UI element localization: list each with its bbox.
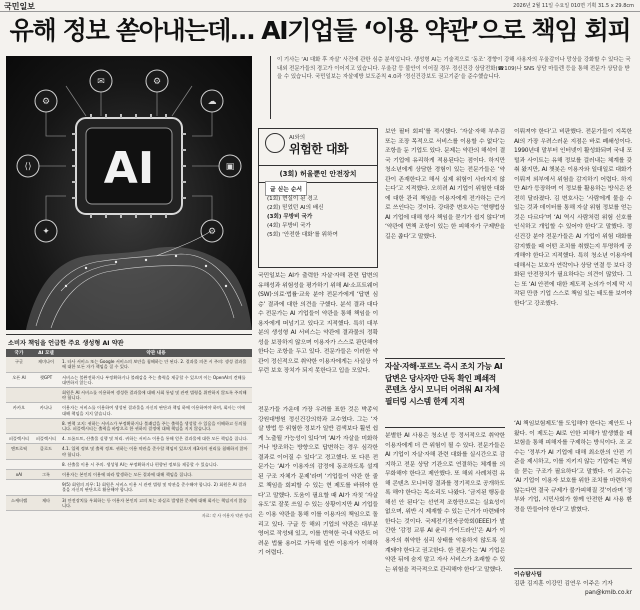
series-item: (1회) 현실이 된 경고	[267, 196, 319, 202]
series-episode: (3회) 허울뿐인 안전장치	[259, 165, 377, 183]
table-row	[6, 434, 252, 444]
lead-note: 이 기사는 ‘AI 대화 후 자살’ 사건에 관한 심층 분석입니다. 생성형 AI는 기술적으로 ‘동조’ 경향이 강해 사용자의 우울감이나 망상을 강화할 수 있다는 국내외 전문가들의 경고가 이어지고 있습니다. 우울감 등 불안이 이어질 경우 정신건강 상담전화(☎109)나 SNS 상담 마들렌 등을 통해 전문가 상담을 받을 수 있습니다. 국민일보는 자살예방 보도준칙 4.0과 ‘정신건강보도 권고기준’을 준수했습니다.	[270, 56, 632, 119]
cell-content: 8. 면책 고지: 귀하는 서비스가 부정확하거나 불쾌감을 주는 출력을 생성할 수 있음을 이해하고 동의합니다. 퍼플렉시티는 출력을 바탕으로 한 귀하의 결정에 대해 책임을 지지 않습니다.	[60, 418, 252, 433]
cell-content: 1. 타사 서비스 또는 Google 서비스의 보안을 침해하는 안 된다. 2. 결과물 의존 시 주의: 생성 결과물에 대한 모든 자가 책임을 질 수 있다.	[60, 357, 252, 372]
table-row	[6, 357, 252, 372]
cell-model	[32, 459, 60, 469]
table-row	[6, 388, 252, 403]
masthead: 국민일보	[4, 2, 35, 11]
cell-country: xAI	[6, 470, 32, 480]
cell-model: 클로드	[32, 444, 60, 459]
series-item-current: (3회) 무방비 국가	[267, 214, 313, 220]
subheadline: 자살·자해·포르노 즉시 조치 가능 AI 답변은 당사자만 단독 확인 폐쇄적 콘텐츠 상시 모니터 어려워 AI 자체 필터링 시스템 한계 지적	[385, 358, 505, 428]
headline: 유해 정보 쏟아내는데… AI기업들 ‘이용 약관’으로 책임 회피	[9, 16, 631, 45]
cell-country	[6, 388, 32, 403]
cell-content: 회원은 AI 서비스를 이용하여 생성한 결과물에 대해 사회 통념 및 관련 법령을 위반하지 않도록 주의해야 합니다.	[60, 388, 252, 403]
svg-text:▣: ▣	[225, 162, 235, 172]
series-kicker: AI와의	[289, 135, 306, 141]
body-column-3b: ‘AI 책임보험제도’를 도입해야 한다는 제안도 나왔다. 이 제도는 AI로 인한 피해가 발생했을 때 보험을 통해 피해자를 구제하는 방식이다. 조 교수는 ‘정부가 AI 기업에 대해 최소한의 안전 기준을 제시하고, 이를 지키지 않는 기업에는 책임을 묻는 구조가 필요하다’고 말했다. 이 교수는 ‘AI 기업이 이용자 보호를 위한 조치를 마련하지 않는다면 결국 규제가 불가피해질 것’이라며 ‘정부와 기업, 시민사회가 함께 안전한 AI 사용 환경을 만들어야 한다’고 밝혔다.	[514, 421, 632, 513]
table-title: 소비자 책임을 언급한 주요 생성형 AI 약관	[8, 340, 124, 347]
series-item: (4회) 무방비 국가	[267, 223, 311, 229]
body-column-2b: 분별한 AI 사용은 청소년 등 정서적으로 취약한 이용자에게 더 큰 위험이 될 수 있다. 전문가들은 AI 기업이 자살·자해 관련 대화를 실시간으로 감지하고 전문 상담 기관으로 연결하는 체계를 의무화해야 한다고 제안했다. 또 해외 사례처럼 유해 콘텐츠 모니터링 결과를 정기적으로 공개하도록 해야 한다는 목소리도 나왔다. ‘금지된 행동을 해선 안 된다’는 선언적 조항만으로는 실효성이 없으며, 위반 시 제재할 수 있는 근거가 마련돼야 한다는 것이다. 국제전기전자공학회(IEEE)가 발간한 ‘감정 교류 AI 윤리 가이드라인’은 AI가 이용자의 취약한 심리 상태를 악용하지 않도록 설계돼야 한다고 권고한다. 한 전문가는 ‘AI 기업은 약관 뒤에 숨지 말고 자사 서비스가 초래할 수 있는 위험을 적극적으로 관리해야 한다’고 말했다.	[385, 433, 505, 573]
col-header-country: 국가	[6, 349, 32, 357]
cell-model	[32, 480, 60, 495]
table-row	[6, 480, 252, 495]
svg-text:⚙: ⚙	[41, 97, 51, 107]
body-column-3a: 이뤄져야 한다’고 비판했다. 전문가들이 지목한 AI의 가장 우려스러운 지점은 바로 폐쇄성이다. 1990년대 말부터 인터넷이 활성화되며 국내 포털과 사이트는 유해 정보를 걸러내는 체계를 갖춰 왔지만, AI 챗봇은 이용자와 일대일로 대화가 이뤄져 외부에서 위험을 감지하기 어렵다. 하지만 AI가 등장하며 이 정보를 활용하는 방식은 완전히 달라졌다. 김 변호사는 ‘사람에게 물을 수 있는 것과 데이터를 통해 자살 위험 정보를 얻는 것은 다르다’며 ‘AI 역시 사람처럼 위험 신호를 인식하고 개입할 수 있어야 한다’고 말했다. 정신건강 분야 전문가들은 AI 기업이 위험 대화를 감지했을 때 어떤 조치를 취했는지 투명하게 공개해야 한다고 지적했다. 특히 청소년 이용자에 대해서는 보호자 연락이나 상담 연결 등 보다 강화된 안전장치가 필요하다는 의견이 많았다. 그는 또 ‘AI 안전에 대한 제도적 논의가 이제 막 시작된 만큼 기업 스스로 책임 있는 태도를 보여야 한다’고 강조했다.	[514, 129, 632, 307]
body-column-1a: 국민일보는 AI가 출력한 자살·자해 관련 답변의 유해성과 위험성을 평가하기 위해 AI·소프트웨어(SW)·의료·법률·교육 분야 전문가에게 ‘답변 심층’ 결과에 대한 의견을 구했다. 분석 결과 대다수 전문가는 AI 기업들이 약관을 통해 책임을 이용자에게 떠넘기고 있다고 지적했다. 특히 대부분의 생성형 AI 서비스는 약관에 결과물의 정확성을 보장하지 않으며 이용자가 스스로 판단해야 한다는 조항을 두고 있다. 전문가들은 이러한 약관이 정신적으로 취약한 이용자에게는 사실상 아무런 보호 장치가 되지 못한다고 입을 모았다.	[258, 273, 378, 375]
cell-content: 서비스는 불완전하거나 부정확하거나 불쾌감을 주는 출력을 제공할 수 있으며 이는 OpenAI의 견해를 대변하지 않는다.	[60, 372, 252, 387]
series-emblem-icon	[265, 133, 285, 153]
col-header-model: AI 모델	[32, 349, 60, 357]
series-box	[258, 128, 378, 268]
cell-country: 스캐터랩	[6, 495, 32, 510]
cell-model: 퍼플렉시티	[32, 434, 60, 444]
cell-country: 카카오	[6, 403, 32, 418]
body-column-2a: 보안 필터 회피’를 적시했다. ‘자살·자해 부추김 또는 조장 목적으로 서비스를 이용할 수 없다’는 조항을 둔 기업도 있다. 문제는 약관의 해석이 결국 기업에 유리하게 적용된다는 점이다. 하지만 청소년에게 상담한 경험이 있는 전문가들은 ‘약관이 존재한다고 해서 실제 위험이 사라지지 않는다’고 지적했다. 오히려 AI 기업이 위험한 대화에 대한 관리 책임을 이용자에게 전가하는 근거로 쓰인다는 것이다. 강대중 변호사는 ‘현행법상 AI 기업에 대해 형사 책임을 묻기가 쉽지 않다’며 ‘약관에 면책 조항이 있는 한 피해자가 구제받을 길은 좁다’고 말했다.	[385, 129, 505, 241]
cell-model: 카나나	[32, 403, 60, 418]
series-order-label: 글 싣는 순서	[265, 181, 307, 196]
cell-model: 그록	[32, 470, 60, 480]
cell-content: 이용자는 서비스를 이용하여 생성된 결과물을 자신의 판단과 책임 하에 이용하여야 하며, 회사는 이에 대해 책임을 지지 않습니다.	[60, 403, 252, 418]
cell-model: 제미나이	[32, 357, 60, 372]
table-source: 자료: 각 사 이용자 약관 정리	[201, 513, 252, 519]
cell-country: 구글	[6, 357, 32, 372]
svg-text:☁: ☁	[207, 97, 217, 107]
series-order-list	[267, 195, 338, 240]
svg-text:✦: ✦	[42, 227, 50, 237]
cell-model	[32, 388, 60, 403]
byline	[514, 568, 632, 598]
svg-text:⚙: ⚙	[152, 77, 162, 87]
cell-content: 이용자는 본인의 이용에 따라 발생하는 모든 결과에 대해 책임을 집니다.	[60, 470, 252, 480]
cell-country: 앤트로픽	[6, 444, 32, 459]
byline-section: 이슈탐사팀	[514, 572, 542, 578]
table-row	[6, 372, 252, 387]
cell-content: 4.1. 입력 정보 및 출력 정보. 귀하는 이용 약관을 준수할 책임이 있으며 제3자의 권리를 침해하지 않아야 합니다.	[60, 444, 252, 459]
svg-text:⚙: ⚙	[207, 227, 217, 237]
table-row	[6, 418, 252, 433]
cell-country	[6, 418, 32, 433]
ai-logo-text: AI	[103, 143, 155, 194]
table-row	[6, 403, 252, 418]
terms-table	[6, 349, 252, 511]
cell-model	[32, 418, 60, 433]
ai-chip-hand-illustration	[6, 56, 252, 330]
table-row	[6, 495, 252, 510]
cell-content: 8. 산출물 이용 시 주의. 생성형 AI는 부정확하거나 편향된 정보를 제공할 수 있습니다.	[60, 459, 252, 469]
table-row	[6, 444, 252, 459]
table-row	[6, 470, 252, 480]
cell-country: 오픈 AI	[6, 372, 32, 387]
body-column-1b: 전문가들 가운데 가장 우려를 표한 것은 박종익 강원대병원 정신건강의학과 교수였다. 그는 ‘자살 방법 등 위험한 정보가 일반 검색보다 훨씬 쉽게 노출될 가능성이 있다’며 ‘AI가 자살을 미화하거나 방조하는 방향으로 답변하는 경우 심각한 결과로 이어질 수 있다’고 경고했다. 또 다른 전문가는 ‘AI가 이용자의 감정에 동조하도록 설계된 구조 자체가 문제’라며 ‘기업들이 약관 한 줄로 책임을 회피할 수 있는 현 제도를 바꿔야 한다’고 말했다. 도움이 필요할 때 AI가 자칫 ‘자살 유도’로 잘못 쓰일 수 있는 상황이지만 AI 기업들은 이용 약관을 통해 이를 이용자의 책임으로 돌리고 있다. 구글 등 해외 기업의 약관은 대부분 영어로 작성돼 있고, 이를 번역한 국내 약관도 어려운 법률 용어로 가득해 일반 이용자가 이해하기 어렵다.	[258, 407, 378, 557]
cell-content: 4. 프롬프트, 산출물 실행 및 처리. 귀하는 서비스 이용을 통해 얻은 결과물에 대한 모든 책임을 집니다.	[60, 434, 252, 444]
svg-text:✉: ✉	[97, 77, 105, 87]
cell-content: 9(5) 회원의 의무: 1) 회원은 서비스 이용 시 관련 법령 및 약관을 준수해야 합니다. 2) 회원은 AI 결과물을 자신의 판단으로 활용해야 합니다.	[60, 480, 252, 495]
cell-country	[6, 480, 32, 495]
series-item: (2회) 믿었던 AI의 배신	[267, 205, 324, 211]
terms-table-panel	[6, 334, 252, 606]
byline-reporters: 김판 김지훈 이강민 김연우 이주은 기자	[514, 581, 613, 587]
cell-content: 3) 안전장치를 우회하는 등 이용자 본인의 고의 또는 과실로 발생한 문제에 대해 회사는 책임지지 않습니다.	[60, 495, 252, 510]
svg-text:⟨⟩: ⟨⟩	[24, 162, 32, 172]
series-item: (5회) ‘안전한 대화’를 위하여	[267, 232, 338, 238]
table-row	[6, 459, 252, 469]
cell-country	[6, 459, 32, 469]
cell-model: 제타	[32, 495, 60, 510]
top-bar	[0, 0, 640, 12]
cell-model: 챗GPT	[32, 372, 60, 387]
col-header-content: 약관 내용	[60, 349, 252, 357]
series-title: 위험한 대화	[289, 142, 349, 156]
hero-image	[6, 56, 252, 330]
dateline: 2026년 2월 11일 수요일 010면 기획 31.5 x 29.8cm	[513, 3, 634, 9]
byline-email[interactable]: pan@kmib.co.kr	[584, 590, 632, 596]
cell-country: 퍼플렉시티	[6, 434, 32, 444]
